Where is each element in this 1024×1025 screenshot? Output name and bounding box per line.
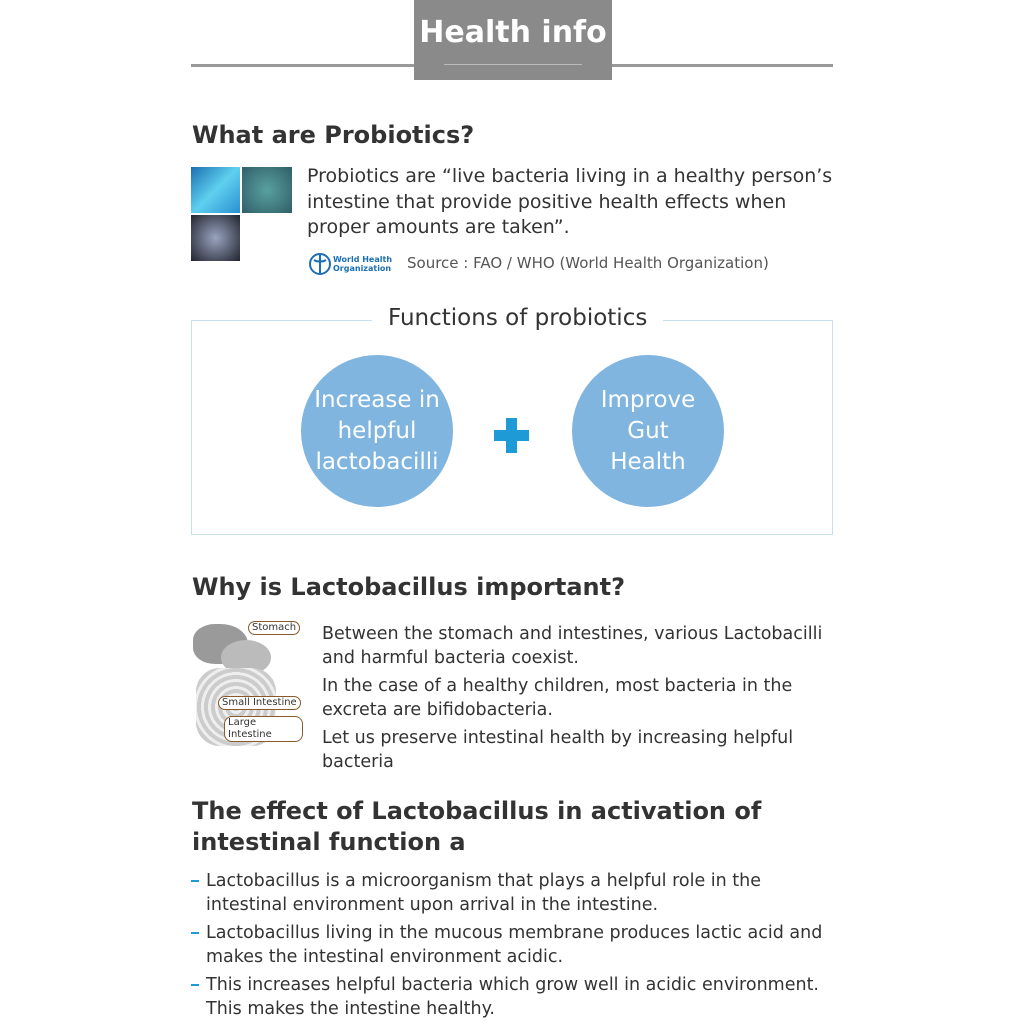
lacto-paragraph: In the case of a healthy children, most bacteria in the excreta are bifidobacteria. [322, 676, 793, 720]
lacto-heading: Why is Lactobacillus important? [192, 573, 625, 601]
source-citation: Source : FAO / WHO (World Health Organization) [407, 254, 769, 272]
lacto-paragraph: Between the stomach and intestines, various Lactobacilli and harmful bacteria coexist. [322, 624, 823, 668]
lacto-paragraph: Let us preserve intestinal health by increasing helpful bacteria [322, 728, 794, 772]
who-logo: World Health Organization [307, 252, 395, 276]
probiotics-heading: What are Probiotics? [192, 121, 475, 149]
label-small-intestine: Small Intestine [218, 696, 301, 710]
effect-heading: The effect of Lactobacillus in activation of intestinal function a [192, 797, 762, 856]
label-large-intestine: Large Intestine [224, 716, 303, 742]
effect-list [191, 869, 831, 1025]
functions-title: Functions of probiotics [372, 305, 663, 331]
plus-icon [494, 418, 529, 453]
bacteria-images [191, 167, 292, 261]
digestive-system-illustration [191, 618, 303, 758]
list-item: This increases helpful bacteria which grow well in acidic environment. This makes the intestine healthy. [191, 973, 831, 1021]
list-item: Lactobacillus living in the mucous membrane produces lactic acid and makes the intestinal environment acidic. [191, 921, 831, 969]
page-title: Health info [414, 0, 612, 80]
probiotics-definition: Probiotics are “live bacteria living in a healthy person’s intestine that provide positive health effects when proper amounts are taken”. [307, 165, 833, 238]
function-increase-lactobacilli: Increase in helpful lactobacilli [301, 355, 453, 507]
label-stomach: Stomach [248, 621, 300, 635]
list-item: Lactobacillus is a microorganism that plays a helpful role in the intestinal environment upon arrival in the intestine. [191, 869, 831, 917]
lacto-text [322, 622, 842, 774]
function-improve-gut-health: Improve Gut Health [572, 355, 724, 507]
